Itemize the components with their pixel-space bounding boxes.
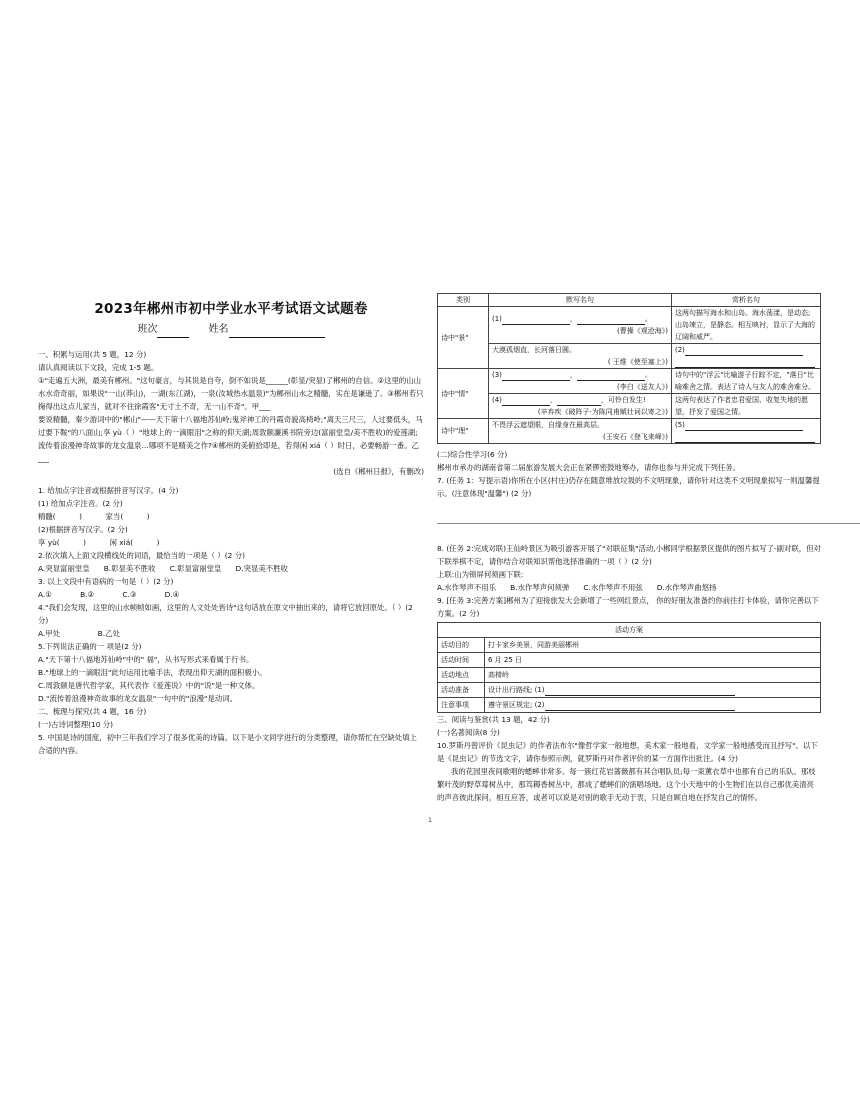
page-number: 1: [428, 817, 432, 824]
recite-2-source: ( 王维《使至塞上》): [607, 358, 668, 366]
plan-row-value: 打卡家乡美景，同游美丽郴州: [485, 638, 821, 653]
appreciate-5[interactable]: [672, 419, 821, 444]
blank-3b[interactable]: [577, 371, 645, 381]
appreciate-1: 这两句描写海水和山岛。海水荡漾，是动态;山岛竦立，是静态。相互映衬，显示了大海的辽阔和威严。: [672, 307, 821, 344]
recite-1-source: (曹操《观沧海》): [617, 327, 668, 335]
blank-4-sep: ，: [549, 396, 557, 404]
page-title: 2023年郴州市初中学业水平考试语文试题卷: [94, 301, 368, 317]
question-8-couplet: 上联:山为锦屏何须画下联:: [437, 570, 524, 579]
student-info: [38, 322, 424, 338]
blank-5b[interactable]: [675, 433, 815, 443]
section-2-heading: 二、梳理与探究(共 4 题，16 分): [38, 707, 147, 716]
plan-blank-2[interactable]: [545, 701, 735, 711]
passage-paragraph-1: ①"走遍五大洲，最美有郴州。"这句豪言，与其说是自夸，倒不如说是______(彰显/突显)了郴州的自信。②这里的山山水水奇奇丽，如果说"一山(莽山)，一湖(东江湖)，一泉(汝城热水温泉)"为郴州山水之精髓，实在是谦逊了。③郴州若只掬得出这点儿家当，就对不住徐霞客"无寸土不奇，无一山不奇"。甲___: [38, 376, 424, 411]
blank-4[interactable]: [502, 396, 550, 406]
category-emotion: 诗中"情": [438, 369, 489, 419]
name-blank[interactable]: [229, 337, 325, 338]
header-category: 类别: [438, 294, 489, 307]
plan-row-label: 活动时间: [438, 653, 485, 668]
plan-prep-text: 设计出行路线; (1): [488, 686, 545, 694]
plan-row-value[interactable]: [485, 698, 821, 713]
question-1: 1. 给加点字注音或根据拼音写汉字。(4 分): [38, 486, 179, 495]
blank-2[interactable]: [685, 346, 803, 356]
recite-5-text: 不畏浮云遮望眼，自缘身在最高层。: [492, 421, 604, 429]
header-recite: 默写名句: [489, 294, 672, 307]
blank-3-label: (3): [492, 371, 502, 379]
question-3: 3. 以上文段中有语病的一句是（ ）(2 分): [38, 577, 174, 586]
class-blank[interactable]: [157, 337, 189, 338]
left-column: [38, 296, 424, 757]
recite-5-source: (王安石《登飞来峰》): [603, 433, 668, 441]
question-10: 10.罗斯丹曾评价《昆虫记》的作者法布尔"像哲学家一般地想，美术家一般地看，文学家一般地感受而且抒写"。以下是《昆虫记》的节选文字，请你参照示例，就罗斯丹对作者评价的某一方面作出批注。(4 分): [437, 741, 818, 763]
passage-paragraph-2: 要说精髓，秦少游词中的"郴山"——天下第十八福地苏仙岭;鬼斧神工的丹霞奇貌高椅岭;"离天三尺三，人过要低头，马过要下鞍"的八面山;享 yù（ ）"地球上的一滴眼泪"之称的仰天湖;周敦颐濂溪书院旁边(富丽堂皇/美不胜收)的爱莲湖;流传着浪漫神奇故事的龙女温泉…哪项不是精美之作?④郴州的美俯拾即是，若得闲 xiá（ ）时日，必要畅游一番。乙___: [38, 415, 423, 463]
question-2: 2.依次填入上面文段横线处的词语，最恰当的一项是（ ）(2 分): [38, 551, 245, 560]
appreciate-2[interactable]: [672, 344, 821, 369]
activity-intro: 郴州市承办的湖南省第二届旅游发展大会正在紧锣密鼓地筹办，请你也参与并完成下列任务。: [437, 463, 741, 472]
blank-5-label: (5): [675, 421, 685, 429]
question-2-options[interactable]: A.突显富丽堂皇 B.彰显美不胜收 C.彰显富丽堂皇 D.突显美不胜收: [38, 564, 288, 573]
class-label: 班次: [137, 324, 158, 335]
plan-row-value: 6 月 25 日: [485, 653, 821, 668]
recite-4[interactable]: [489, 394, 672, 419]
section-2b-heading: (二)综合性学习(6 分): [437, 450, 508, 459]
blank-2b[interactable]: [675, 358, 815, 368]
activity-plan-table: [437, 622, 821, 713]
reading-instruction: 请认真阅读以下文段，完成 1-5 题。: [38, 363, 159, 372]
section-3-heading: 三、阅读与鉴赏(共 13 题，42 分): [437, 715, 550, 724]
recite-4-source: (辛弃疾《破阵子·为陈同甫赋壮词以寄之》): [537, 408, 668, 416]
right-column: [437, 293, 821, 804]
question-3-options[interactable]: A.① B.② C.③ D.④: [38, 590, 180, 599]
question-5: 5.下列说法正确的一 项是(2 分): [38, 642, 142, 651]
blank-1b[interactable]: [577, 315, 645, 325]
question-6: 5. 中国是诗的国度，初中三年我们学习了很多优美的诗篇。以下是小文同学进行的分类整理，请你帮忙在空缺处填上合适的内容。: [38, 733, 417, 755]
recite-1[interactable]: (1) ， 。 (曹操《观沧海》): [489, 307, 672, 344]
plan-title: 活动方案: [438, 623, 821, 638]
name-label: 姓名: [208, 324, 229, 335]
question-1a: (1) 给加点字注音。(2 分): [38, 499, 123, 508]
appreciate-3: 诗句中的"浮云"比喻游子行踪不定，"落日"比喻难舍之情。表达了诗人与友人的难舍难分。: [672, 369, 821, 394]
poem-table: [437, 293, 821, 444]
question-9: 9. [任务 3:完善方案]郴州为了迎接旅发大会新增了一些网红景点， 你的好朋友准备约你前往打卡体验，请你完善以下方案。(2 分): [437, 596, 819, 618]
recite-3-source: (李白《送友人》): [617, 383, 668, 391]
question-7: 7. (任务 1：写提示语)你所在小区(村庄)仍存在随意堆放垃圾的不文明现象，请你针对这类不文明现象拟写一则温馨提示。(注意体现"温馨") (2 分): [437, 476, 820, 498]
blank-3[interactable]: [502, 371, 570, 381]
blank-1[interactable]: [502, 315, 570, 325]
answer-line: [437, 523, 860, 524]
recite-2-text: 大漠孤烟直，长河落日圆。: [492, 346, 576, 354]
recite-4-end: ，可怜白发生!: [600, 396, 646, 404]
header-appreciate: 赏析名句: [672, 294, 821, 307]
plan-row-label: 活动地点: [438, 668, 485, 683]
question-5-option-d[interactable]: D."流传着浪漫神奇故事的龙女温泉"一句中的"浪漫"是动词。: [38, 694, 238, 703]
section-2-sub-heading: (一)古诗词整理(10 分): [38, 720, 114, 729]
question-5-option-a[interactable]: A."天下第十八福地苏仙岭"中的" 福"，从书写形式来看属于行书。: [38, 655, 254, 664]
question-1a-items[interactable]: 精髓( ) 家当( ): [38, 512, 150, 521]
plan-row-label: 活动目的: [438, 638, 485, 653]
question-5-option-c[interactable]: C.周敦颐是唐代哲学家，其代表作《爱莲说》中的"说"是一种文体。: [38, 681, 260, 690]
question-5-option-b[interactable]: B."地球上的一滴眼泪"此句运用比喻手法，表现出仰天湖的面积极小。: [38, 668, 267, 677]
plan-row-label: 注意事项: [438, 698, 485, 713]
question-10-passage: 我的花园里夜间歌唱的蟋蟀非常多。每一簇红花岩蔷薇都有其合唱队员;每一束薰衣草中也都有自己的乐队。那枝繁叶茂的野草莓树丛中，那笃耨香树丛中，都成了蟋蟀们的演唱场地。这个小天地中的小生物们在以自己那优美清亮的声音彼此探问，相互应答，或者可以说是对别的歌手无动于衷，只是自顾自地在抒发自己的情怀。: [437, 767, 816, 802]
blank-2-label: (2): [675, 346, 685, 354]
question-8-options[interactable]: A.水作琴声不用乐 B.水作琴声何须弹 C.水作琴声不用弦 D.水作琴声曲悠扬: [437, 583, 717, 592]
recite-2: [489, 344, 672, 369]
blank-1-label: (1): [492, 315, 502, 323]
question-4: 4."我们会发现，这里的山水帧帧如画，这里的人文处处皆诗"这句话放在原文中抽出来的，请将它放回原处。（ ）(2 分): [38, 603, 413, 625]
question-7-answer-area[interactable]: [437, 500, 821, 542]
plan-row-value: 高椅岭: [485, 668, 821, 683]
question-1b: (2)根据拼音写汉字。(2 分): [38, 525, 128, 534]
question-4-options[interactable]: A.甲处 B.乙处: [38, 629, 120, 638]
plan-row-value[interactable]: [485, 683, 821, 698]
blank-4-label: (4): [492, 396, 502, 404]
section-1-heading: 一、积累与运用(共 5 题，12 分): [38, 350, 147, 359]
recite-3[interactable]: (3) ， 。 (李白《送友人》): [489, 369, 672, 394]
category-scene: 诗中"景": [438, 307, 489, 369]
blank-5[interactable]: [685, 421, 803, 431]
question-1b-items[interactable]: 享 yù( ) 闲 xiá( ): [38, 538, 160, 547]
blank-3-sep: ，: [569, 371, 577, 379]
section-3-sub-heading: (一)名著阅读(8 分): [437, 728, 500, 737]
category-reason: 诗中"理": [438, 419, 489, 444]
plan-row-label: 活动准备: [438, 683, 485, 698]
plan-note-text: 遵守景区规定; (2): [488, 701, 545, 709]
plan-blank-1[interactable]: [545, 686, 735, 696]
blank-4b[interactable]: [557, 396, 601, 406]
recite-5: [489, 419, 672, 444]
passage-source: (选自《郴州日报》，有删改): [333, 467, 424, 476]
appreciate-4: 这两句表达了作者忠君爱国、收复失地的愿望，抒发了爱国之情。: [672, 394, 821, 419]
question-8: 8. (任务 2:完成对联)王仙岭景区为吸引游客开展了"对联征集"活动,小郴同学根据景区提供的图片拟写了-副对联，但对下联举棋不定，请你结合对联知识帮他选择准确的一项（ ）(2 分): [437, 544, 821, 566]
